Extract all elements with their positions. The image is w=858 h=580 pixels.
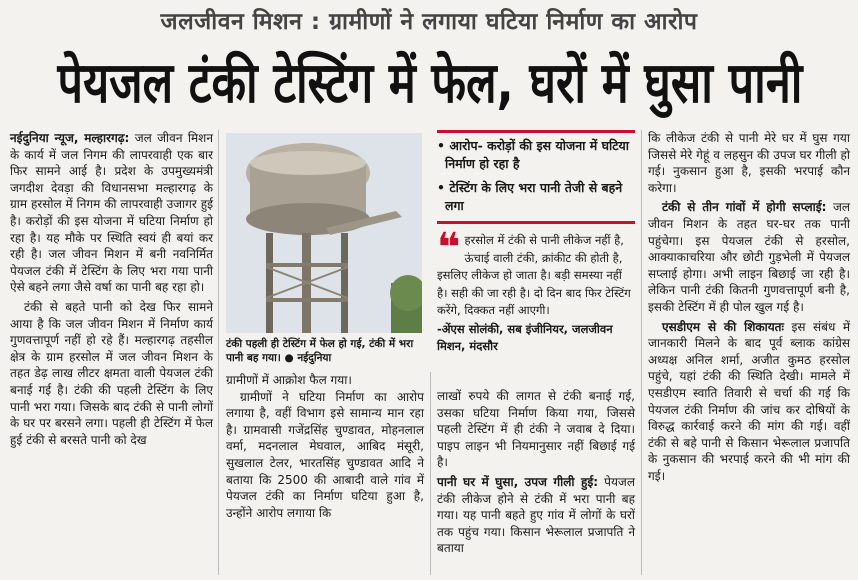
col4-paragraph-1: कि लीकेज टंकी से पानी मेरे घर में घुस गया जिससे मेरे गेहूं व लहसुन की उपज घर गीली हो गई। नुकसान हुआ है, इसकी भरपाई कौन करेगा। (648, 131, 850, 195)
column-divider (218, 130, 219, 575)
column-divider (641, 130, 642, 575)
col2-paragraph-1: ग्रामीणों में आक्रोश फैल गया। (226, 373, 352, 387)
camera-icon: ● (284, 352, 294, 364)
highlight-rule-top (437, 130, 635, 133)
highlight-text-1: आरोप- करोड़ों की इस योजना में घटिया निर्माण हो रहा है (445, 138, 629, 171)
water-tank-illustration (226, 133, 422, 333)
subhead-sdm-complaint: एसडीएम से की शिकायतः (662, 319, 784, 334)
column-4 (648, 130, 850, 484)
col4-paragraph-3 (648, 319, 850, 485)
column-divider (430, 372, 431, 575)
official-quote (437, 225, 635, 356)
column-2-bottom (226, 372, 424, 521)
photo-caption (226, 337, 426, 365)
col3-paragraph-1: लाखों रुपये की लागत से टंकी बनाई गई, उसका घटिया निर्माण किया गया, जिससे पहली टेस्टिंग में ही टंकी ने जवाब दे दिया। पाइप लाइन भी नियमानुसार नहीं बिछाई गई है। (437, 389, 635, 470)
kicker-line: जलजीवन मिशन : ग्रामीणों ने लगाया घटिया निर्माण का आरोप (160, 9, 698, 35)
highlight-rule-bottom (437, 221, 635, 224)
col4-text-3: इस संबंध में जानकारी मिलने के बाद पूर्व ब्लाक कांग्रेस अध्यक्ष अनिल शर्मा, अजीत कुमठ हरसोल पहुंचे, यहां टंकी की स्थिति देखी। मामले में एसडीएम स्वाति तिवारी से चर्चा की गई कि पेयजल टंकी निर्माण की जांच कर दोषियों के विरुद्ध कार्रवाई करने की मांग की गई। वहीं टंकी से बहे पानी से किसान भेरूलाल प्रजापति के नुकसान की भरपाई करने की भी मांग की गई। (648, 319, 851, 483)
col3-text-2: पेयजल टंकी लीकेज होने से टंकी में भरा पानी बह गया। यह पानी बहते हुए गांव में लोगों के घरों तक पहुंच गया। किसान भेरूलाल प्रजापति ने बताया (437, 474, 635, 556)
water-tank-photo (226, 133, 422, 333)
highlight-item-2: • टेस्टिंग के लिए भरा पानी तेजी से बहने लगा (437, 180, 623, 213)
col4-text-2: जल जीवन मिशन के तहत घर-घर तक पानी पहुंचेगा। इस पेयजल टंकी से हरसोल, आक्याकाचरिया और छोटी गुड़भेली में पेयजल सप्लाई होगा। अभी लाइन बिछाई जा रही है। लेकिन पानी टंकी कितनी गुणवत्तापूर्ण बनी है, इसकी टेस्टिंग में ही पोल खुल गई है। (648, 200, 850, 314)
column-3-bottom (437, 388, 635, 557)
quote-text: हरसोल में टंकी से पानी लीकेज नहीं है, ऊंचाई वाली टंकी, क्रांकीट की होती है, इसलिए लीकेज हो जाता है। बड़ी समस्या नहीं है। सही की जा रही है। दो दिन बाद फिर टेस्टिंग करेंगे, दिक्कत नहीं आएगी। (437, 233, 631, 317)
quote-mark-icon: ❝ (437, 225, 461, 271)
photo-credit: नईदुनिया (297, 352, 332, 364)
highlight-text-2: टेस्टिंग के लिए भरा पानी तेजी से बहने लगा (445, 180, 623, 213)
col1-paragraph-2: टंकी से बहते पानी को देख फिर सामने आया है कि जल जीवन मिशन में निर्माण कार्य गुणवत्तापूर्ण नहीं हो रहे हैं। मल्हारगढ़ तहसील क्षेत्र के ग्राम हरसोल में जल जीवन मिशन के तहत डेढ़ लाख लीटर क्षमता वाली पेयजल टंकी बनाई गई है। टंकी की पहली टेस्टिंग के लिए पानी भरा गया। जिसके बाद टंकी से पानी लोगों के घर पर बरसने लगा। पहली ही टेस्टिंग में फेल हुई टंकी से बरसते पानी को देख (10, 299, 213, 447)
highlights-box (437, 130, 635, 224)
column-1 (10, 130, 213, 448)
col1-text-1: जल जीवन मिशन के कार्य में जल निगम की लापरवाही एक बार फिर सामने आई है। प्रदेश के उपमुख्यमंत्री जगदीश देवड़ा की विधानसभा मल्हारगढ़ के ग्राम हरसोल में निगम की लापरवाही उजागर हुई है। करोड़ों की इस योजना में घटिया निर्माण हो रहा है। यह मौके पर स्थिति स्वयं ही बयां कर रही है। जल जीवन मिशन में बनी नवनिर्मित पेयजल टंकी में टेस्टिंग के लिए भरा गया पानी ऐसे बहने लगा जैसे वर्षा का पानी बह रहा हो। (10, 131, 213, 295)
col2-paragraph-2: ग्रामीणों ने घटिया निर्माण का आरोप लगाया है, वहीं विभाग इसे सामान्य मान रहा है। ग्रामवासी गजेंद्रसिंह चुण्डावत, मोहनलाल वर्मा, मदनलाल मेघवाल, आबिद मंसूरी, सुखलाल टेलर, भारतसिंह चुण्डावत आदि ने बताया कि 2500 की आबादी वाले गांव में पेयजल टंकी का निर्माण घटिया हुआ है, उन्होंने आरोप लगाया कि (226, 389, 424, 520)
col3-paragraph-2 (437, 474, 635, 557)
headline: पेयजल टंकी टेस्टिंग में फेल, घरों में घुसा पानी (57, 49, 803, 116)
subhead-water-entered: पानी घर में घुसा, उपज गीली हुई: (437, 474, 599, 489)
subhead-three-villages: टंकी से तीन गांवों में होगी सप्लाई: (662, 200, 827, 215)
quote-attribution: -अेंएस सोलंकी, सब इंजीनियर, जलजीवन मिशन, मंदसौर (437, 321, 613, 353)
col4-paragraph-2 (648, 199, 850, 315)
caption-text: टंकी पहली ही टेस्टिंग में फेल हो गई, टंकी में भरा पानी बह गया। (226, 338, 414, 364)
col1-paragraph-1 (10, 130, 213, 296)
highlight-item-1: • आरोप- करोड़ों की इस योजना में घटिया निर्माण हो रहा है (437, 138, 629, 171)
dateline: नईदुनिया न्यूज, मल्हारगढ़: (10, 131, 130, 145)
